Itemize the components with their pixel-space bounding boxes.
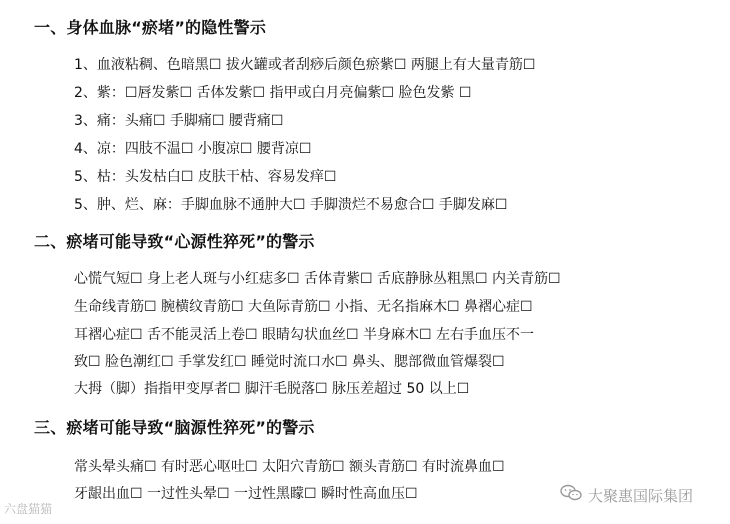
section-heading-1: 一、身体血脉“瘀堵”的隐性警示 (34, 18, 267, 37)
section-1-line-5: 5、枯：头发枯白☐ 皮肤干枯、容易发痒☐ (74, 169, 337, 185)
section-2-line-2: 生命线青筋☐ 腕横纹青筋☐ 大鱼际青筋☐ 小指、无名指麻木☐ 鼻褶心症☐ (74, 299, 533, 315)
section-2-line-5: 大拇（脚）指指甲变厚者☐ 脚汗毛脱落☐ 脉压差超过 50 以上☐ (74, 381, 470, 397)
watermark-right (560, 484, 693, 506)
section-heading-3: 三、瘀堵可能导致“脑源性猝死”的警示 (34, 418, 315, 437)
section-1-line-1: 1、血液粘稠、色暗黑☐ 拔火罐或者刮痧后颜色瘀紫☐ 两腿上有大量青筋☐ (74, 57, 536, 73)
section-2-line-1: 心慌气短☐ 身上老人斑与小红痣多☐ 舌体青紫☐ 舌底静脉丛粗黑☐ 内关青筋☐ (74, 271, 561, 287)
section-1-line-3: 3、痛：头痛☐ 手脚痛☐ 腰背痛☐ (74, 113, 284, 129)
section-3-line-2: 牙龈出血☐ 一过性头晕☐ 一过性黑矇☐ 瞬时性高血压☐ (74, 486, 418, 502)
section-1-line-6: 5、肿、烂、麻：手脚血脉不通肿大☐ 手脚溃烂不易愈合☐ 手脚发麻☐ (74, 197, 508, 213)
section-2-line-3: 耳褶心症☐ 舌不能灵活上卷☐ 眼睛勾状血丝☐ 半身麻木☐ 左右手血压不一 (74, 327, 535, 343)
wechat-icon (560, 484, 582, 506)
section-heading-2: 二、瘀堵可能导致“心源性猝死”的警示 (34, 232, 315, 251)
section-3-line-1: 常头晕头痛☐ 有时恶心呕吐☐ 太阳穴青筋☐ 额头青筋☐ 有时流鼻血☐ (74, 459, 505, 475)
section-1-line-4: 4、凉：四肢不温☐ 小腹凉☐ 腰背凉☐ (74, 141, 312, 157)
section-2-line-4: 致☐ 脸色潮红☐ 手掌发红☐ 睡觉时流口水☐ 鼻头、腮部微血管爆裂☐ (74, 354, 505, 370)
section-1-line-2: 2、紫：☐唇发紫☐ 舌体发紫☐ 指甲或白月亮偏紫☐ 脸色发紫 ☐ (74, 85, 472, 101)
watermark-right-text: 大聚惠国际集团 (588, 486, 694, 505)
watermark-left: 六盘猫猫 (4, 502, 53, 516)
